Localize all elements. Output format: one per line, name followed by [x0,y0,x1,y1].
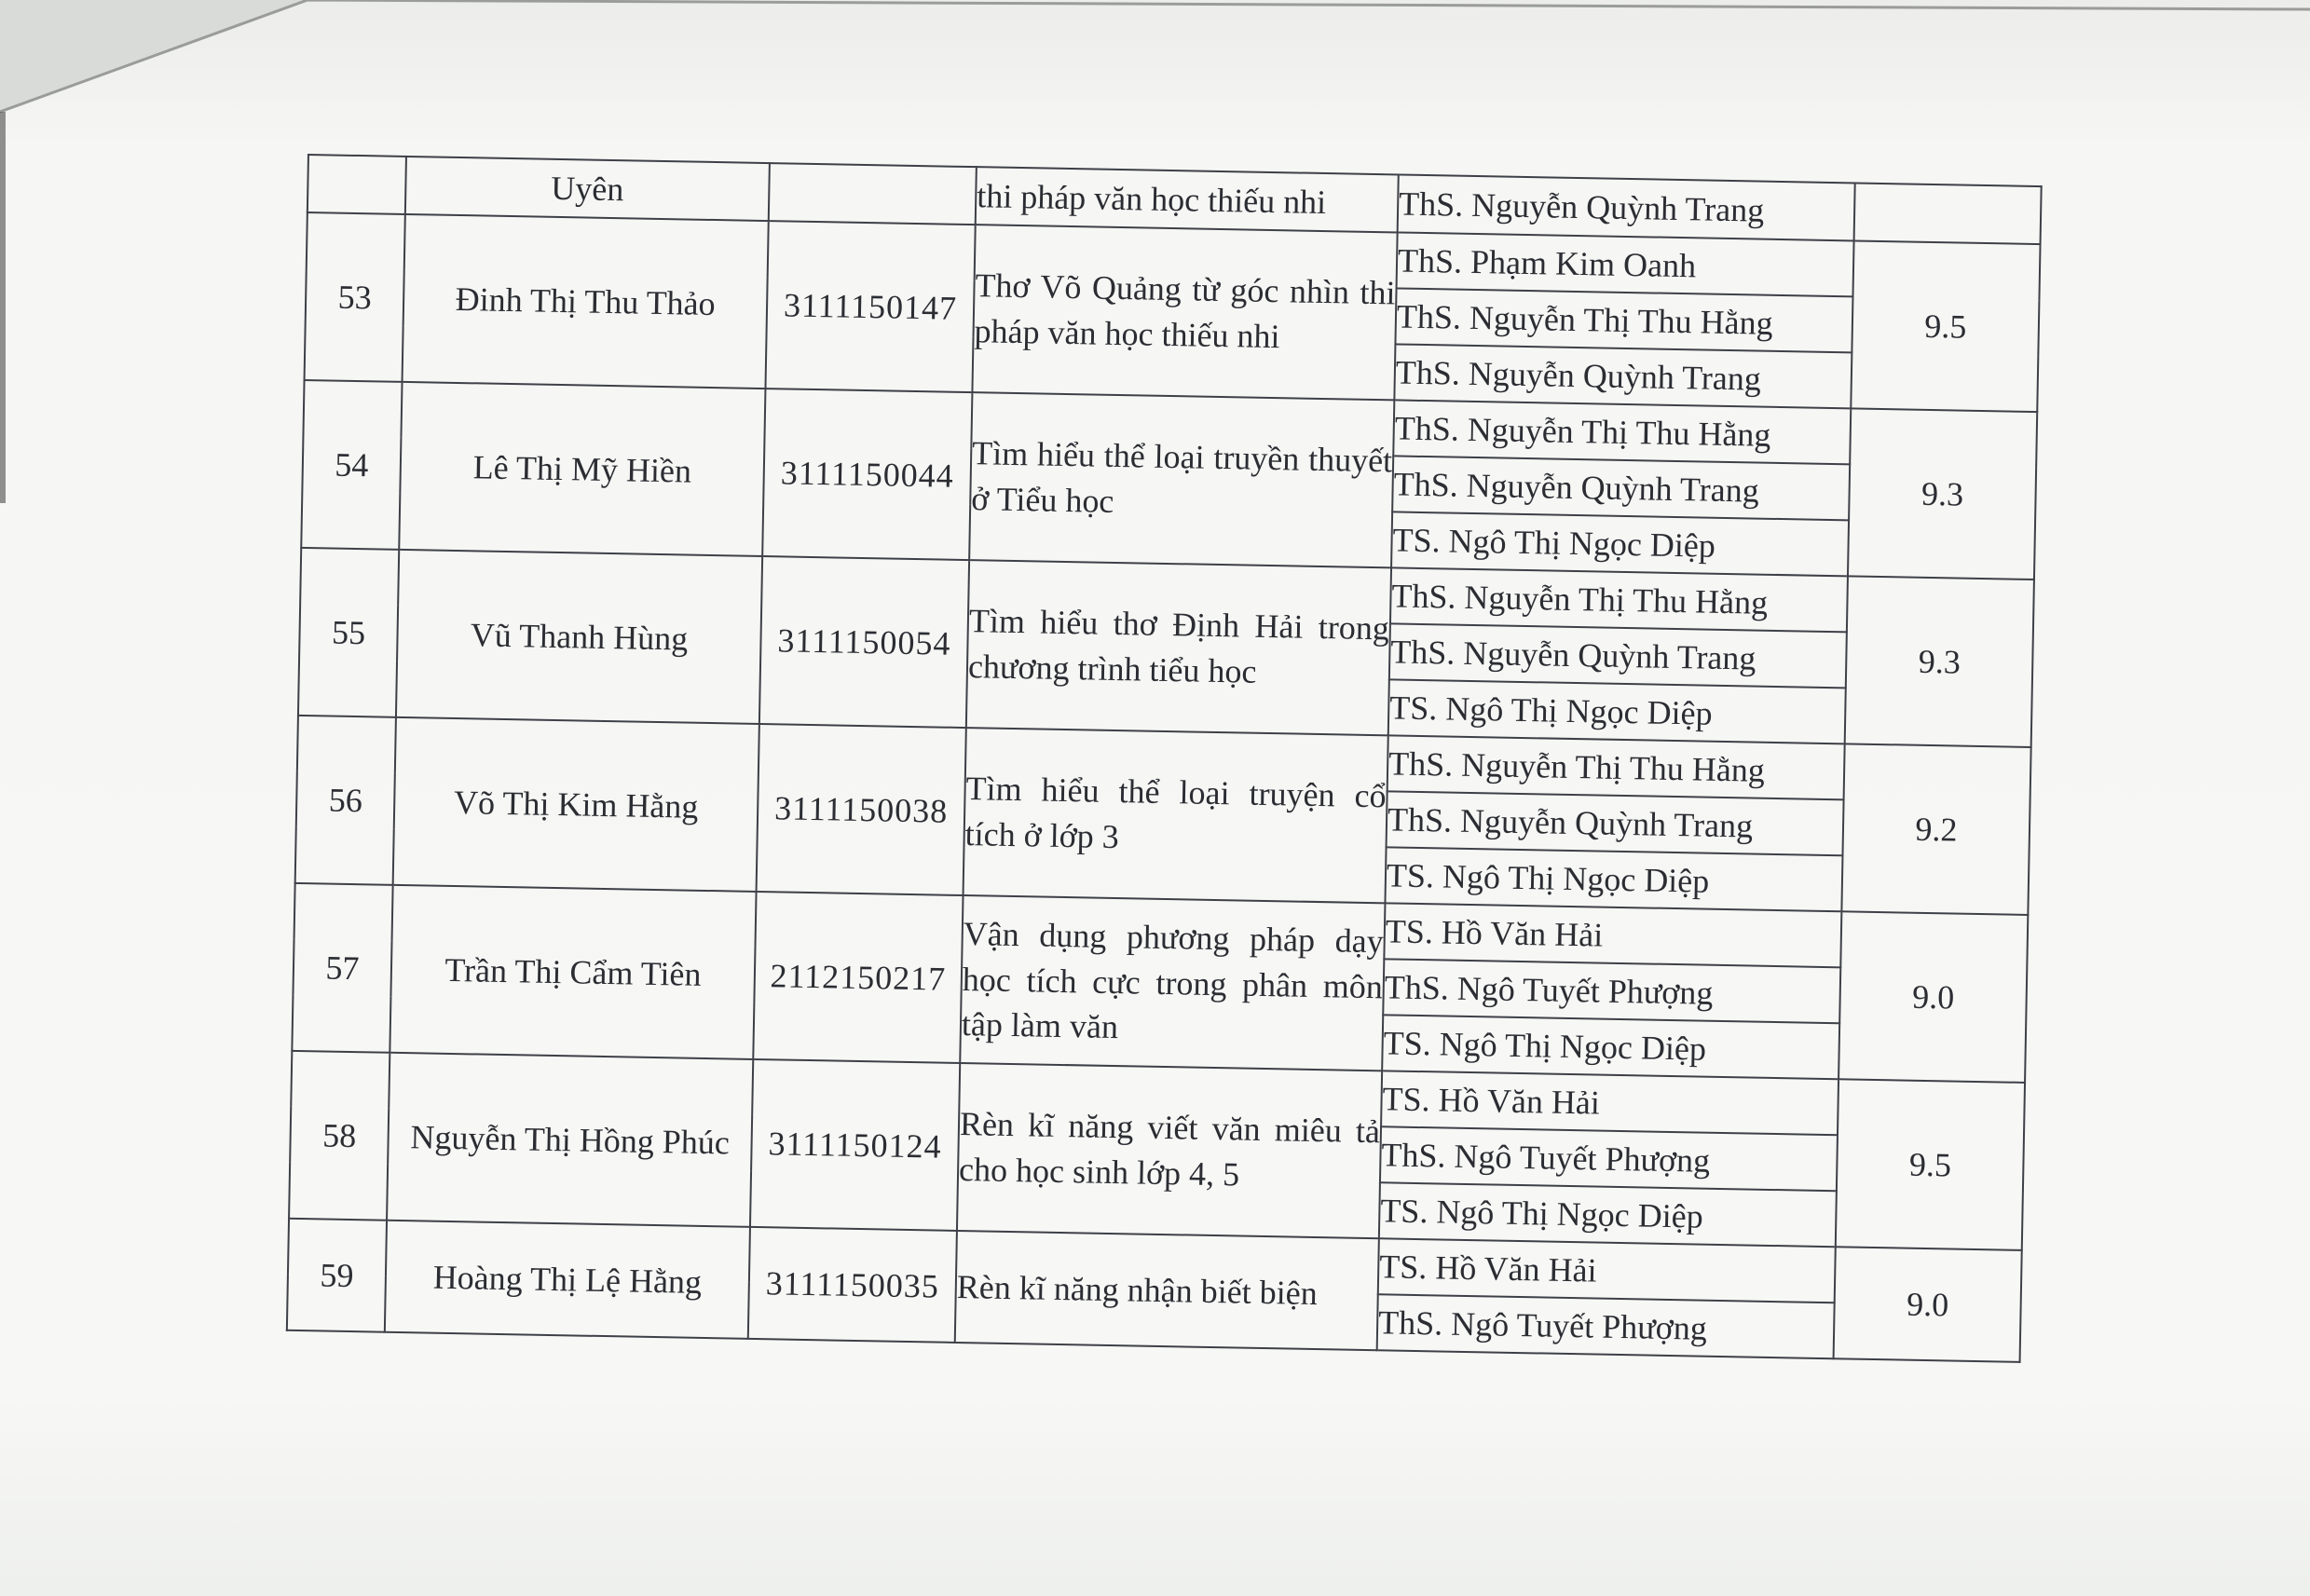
examiner-cell: ThS. Nguyễn Thị Thu Hằng [1395,288,1852,352]
examiner-cell: TS. Ngô Thị Ngọc Diệp [1388,679,1846,743]
student-id-cell: 2112150217 [753,892,963,1063]
score-cell: 9.2 [1841,743,2030,915]
student-name-cell: Lê Thị Mỹ Hiền [399,382,765,556]
topic-cell: Tìm hiểu thể loại truyền thuyết ở Tiểu học [969,392,1394,567]
student-name-cell: Vũ Thanh Hùng [396,550,762,724]
student-id-cell [769,163,977,225]
topic-cell: Tìm hiểu thể loại truyện cổ tích ở lớp 3 [964,728,1388,903]
topic-cell: Tìm hiểu thơ Định Hải trong chương trình tiểu học [966,560,1391,735]
examiner-cell: TS. Ngô Thị Ngọc Diệp [1379,1182,1837,1247]
score-cell: 9.5 [1836,1079,2025,1250]
topic-cell: Vận dụng phương pháp dạy học tích cực trong phân môn tập làm văn [960,895,1385,1071]
examiner-cell: TS. Ngô Thị Ngọc Diệp [1385,847,1842,911]
student-name-cell: Hoàng Thị Lệ Hằng [385,1221,750,1339]
stt-cell [308,155,406,214]
score-cell: 9.0 [1834,1247,2022,1362]
topic-cell: Rèn kĩ năng viết văn miêu tả cho học sinh lớp 4, 5 [957,1063,1382,1238]
student-id-cell: 3111150035 [748,1227,957,1343]
student-id-cell: 3111150038 [757,724,966,895]
examiner-cell: ThS. Nguyễn Thị Thu Hằng [1387,735,1845,799]
student-name-cell: Nguyễn Thị Hồng Phúc [387,1053,753,1227]
stt-cell: 53 [305,212,405,382]
stt-cell: 57 [292,883,392,1053]
stt-cell: 56 [295,716,396,885]
page-edge-shadow [0,112,6,503]
score-cell: 9.3 [1848,408,2037,580]
examiner-cell: ThS. Ngô Tuyết Phượng [1377,1294,1835,1358]
topic-cell: Thơ Võ Quảng từ góc nhìn thi pháp văn học thiếu nhi [972,225,1397,400]
examiner-cell: TS. Ngô Thị Ngọc Diệp [1391,512,1849,576]
student-name-cell: Uyên [405,157,770,221]
examiner-cell: ThS. Nguyễn Quỳnh Trang [1387,791,1844,855]
examiner-cell: TS. Ngô Thị Ngọc Diệp [1382,1015,1839,1079]
student-id-cell: 3111150054 [759,556,969,728]
examiner-cell: TS. Hồ Văn Hải [1378,1238,1836,1303]
examiner-cell: TS. Hồ Văn Hải [1381,1071,1838,1135]
examiner-cell: ThS. Ngô Tuyết Phượng [1380,1126,1838,1191]
stt-cell: 58 [289,1051,390,1221]
score-cell: 9.0 [1838,911,2028,1083]
stt-cell: 59 [287,1219,387,1332]
examiner-cell: ThS. Ngô Tuyết Phượng [1383,959,1840,1023]
student-name-cell: Võ Thị Kim Hằng [393,717,759,892]
score-cell [1854,183,2042,244]
score-cell: 9.5 [1851,240,2040,412]
student-id-cell: 3111150044 [762,389,972,560]
examiner-cell: ThS. Nguyễn Quỳnh Trang [1392,456,1850,520]
student-id-cell: 3111150147 [765,221,975,392]
student-id-cell: 3111150124 [750,1059,960,1231]
topic-cell: thi pháp văn học thiếu nhi [976,167,1399,232]
examiner-cell: ThS. Nguyễn Quỳnh Trang [1394,344,1852,408]
score-cell: 9.3 [1845,576,2034,747]
topic-cell: Rèn kĩ năng nhận biết biện [955,1231,1379,1350]
examiner-cell: ThS. Nguyễn Thị Thu Hằng [1390,567,1848,632]
stt-cell: 54 [301,380,402,550]
examiner-cell: ThS. Nguyễn Quỳnh Trang [1389,623,1847,688]
student-name-cell: Đinh Thị Thu Thảo [403,214,769,389]
page-fold-shadow [0,0,2310,121]
student-name-cell: Trần Thị Cẩm Tiên [390,885,756,1059]
stt-cell: 55 [298,548,399,717]
examiner-cell: ThS. Nguyễn Thị Thu Hằng [1393,400,1851,464]
examiner-cell: ThS. Nguyễn Quỳnh Trang [1398,174,1855,240]
thesis-score-table [286,154,2043,1363]
examiner-cell: TS. Hồ Văn Hải [1384,903,1841,967]
examiner-cell: ThS. Phạm Kim Oanh [1397,232,1854,296]
